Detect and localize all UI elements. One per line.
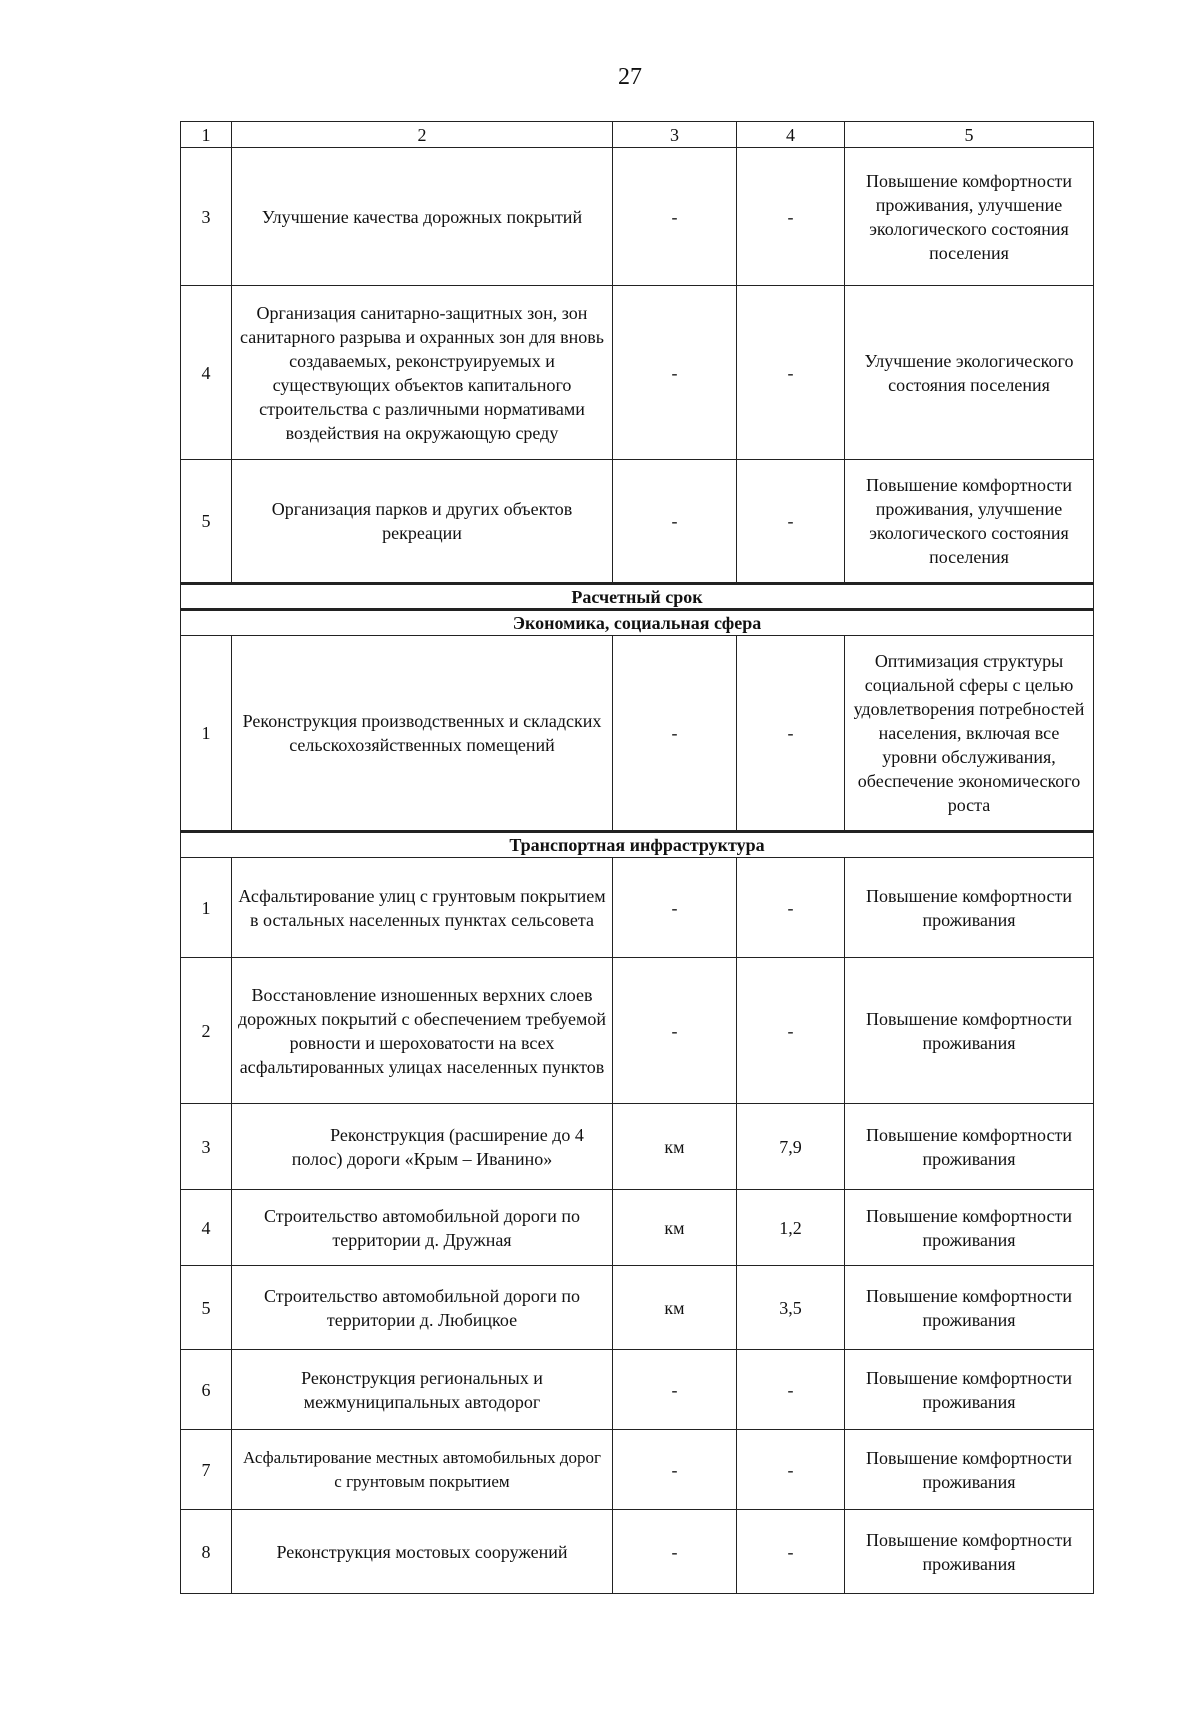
table-row <box>181 148 1094 286</box>
section-title: Экономика, социальная сфера <box>181 610 1094 636</box>
table-row <box>181 1510 1094 1594</box>
row-measure-name: Асфальтирование улиц с грунтовым покрытием в остальных населенных пунктах сельсовета <box>232 858 613 958</box>
row-value: 7,9 <box>737 1104 845 1190</box>
column-header-1: 1 <box>181 122 232 148</box>
row-value: 3,5 <box>737 1266 845 1350</box>
row-effect: Повышение комфортности проживания <box>845 1104 1094 1190</box>
row-effect: Оптимизация структуры социальной сферы с целью удовлетворения потребностей населения, включая все уровни обслуживания, обеспечение экономического роста <box>845 636 1094 832</box>
section-title: Расчетный срок <box>181 584 1094 610</box>
table-row <box>181 636 1094 832</box>
row-number: 1 <box>181 858 232 958</box>
row-unit: - <box>613 858 737 958</box>
table-row <box>181 1104 1094 1190</box>
row-effect: Повышение комфортности проживания <box>845 958 1094 1104</box>
row-measure-name: Реконструкция региональных и межмуниципальных автодорог <box>232 1350 613 1430</box>
row-effect: Повышение комфортности проживания <box>845 858 1094 958</box>
row-unit: км <box>613 1190 737 1266</box>
row-value: 1,2 <box>737 1190 845 1266</box>
row-measure-name: Асфальтирование местных автомобильных дорог с грунтовым покрытием <box>232 1430 613 1510</box>
row-unit: - <box>613 1430 737 1510</box>
row-value: - <box>737 858 845 958</box>
row-value: - <box>737 1350 845 1430</box>
row-effect: Повышение комфортности проживания <box>845 1510 1094 1594</box>
measures-table <box>180 121 1094 1594</box>
row-unit: - <box>613 1350 737 1430</box>
row-value: - <box>737 286 845 460</box>
table-row <box>181 1266 1094 1350</box>
section-header-row <box>181 584 1094 610</box>
table-row <box>181 460 1094 584</box>
row-number: 1 <box>181 636 232 832</box>
row-number: 4 <box>181 1190 232 1266</box>
row-effect: Повышение комфортности проживания <box>845 1350 1094 1430</box>
row-number: 7 <box>181 1430 232 1510</box>
row-value: - <box>737 636 845 832</box>
row-value: - <box>737 958 845 1104</box>
table-row <box>181 286 1094 460</box>
row-number: 5 <box>181 1266 232 1350</box>
row-measure-name: Организация санитарно-защитных зон, зон санитарного разрыва и охранных зон для вновь создаваемых, реконструируемых и существующих объектов капитального строительства с различными нормативами воздействия на окружающую среду <box>232 286 613 460</box>
row-measure-name: Организация парков и других объектов рекреации <box>232 460 613 584</box>
row-unit: км <box>613 1266 737 1350</box>
row-effect: Повышение комфортности проживания, улучшение экологического состояния поселения <box>845 460 1094 584</box>
table-row <box>181 958 1094 1104</box>
row-number: 3 <box>181 148 232 286</box>
row-number: 6 <box>181 1350 232 1430</box>
section-title: Транспортная инфраструктура <box>181 832 1094 858</box>
row-number: 5 <box>181 460 232 584</box>
row-measure-name: Восстановление изношенных верхних слоев дорожных покрытий с обеспечением требуемой ровности и шероховатости на всех асфальтированных улицах населенных пунктов <box>232 958 613 1104</box>
table-header-row <box>181 122 1094 148</box>
page-number: 27 <box>618 64 642 90</box>
column-header-2: 2 <box>232 122 613 148</box>
section-header-row <box>181 832 1094 858</box>
row-number: 4 <box>181 286 232 460</box>
row-measure-name: Строительство автомобильной дороги по территории д. Дружная <box>232 1190 613 1266</box>
table-row <box>181 1190 1094 1266</box>
row-unit: - <box>613 148 737 286</box>
row-effect: Повышение комфортности проживания <box>845 1190 1094 1266</box>
row-measure-name: Реконструкция производственных и складских сельскохозяйственных помещений <box>232 636 613 832</box>
row-number: 2 <box>181 958 232 1104</box>
column-header-3: 3 <box>613 122 737 148</box>
row-unit: - <box>613 958 737 1104</box>
row-unit: км <box>613 1104 737 1190</box>
row-value: - <box>737 460 845 584</box>
row-number: 3 <box>181 1104 232 1190</box>
table-row <box>181 1350 1094 1430</box>
row-value: - <box>737 1510 845 1594</box>
row-unit: - <box>613 286 737 460</box>
row-effect: Улучшение экологического состояния поселения <box>845 286 1094 460</box>
row-value: - <box>737 1430 845 1510</box>
table-row <box>181 1430 1094 1510</box>
row-effect: Повышение комфортности проживания <box>845 1266 1094 1350</box>
column-header-4: 4 <box>737 122 845 148</box>
section-header-row <box>181 610 1094 636</box>
row-effect: Повышение комфортности проживания <box>845 1430 1094 1510</box>
row-number: 8 <box>181 1510 232 1594</box>
row-measure-name: Реконструкция (расширение до 4 полос) дороги «Крым – Иванино» <box>232 1104 613 1190</box>
row-measure-name: Улучшение качества дорожных покрытий <box>232 148 613 286</box>
row-unit: - <box>613 1510 737 1594</box>
row-measure-name: Строительство автомобильной дороги по территории д. Любицкое <box>232 1266 613 1350</box>
column-header-5: 5 <box>845 122 1094 148</box>
table-row <box>181 858 1094 958</box>
row-unit: - <box>613 636 737 832</box>
row-effect: Повышение комфортности проживания, улучшение экологического состояния поселения <box>845 148 1094 286</box>
row-value: - <box>737 148 845 286</box>
row-unit: - <box>613 460 737 584</box>
row-measure-name: Реконструкция мостовых сооружений <box>232 1510 613 1594</box>
